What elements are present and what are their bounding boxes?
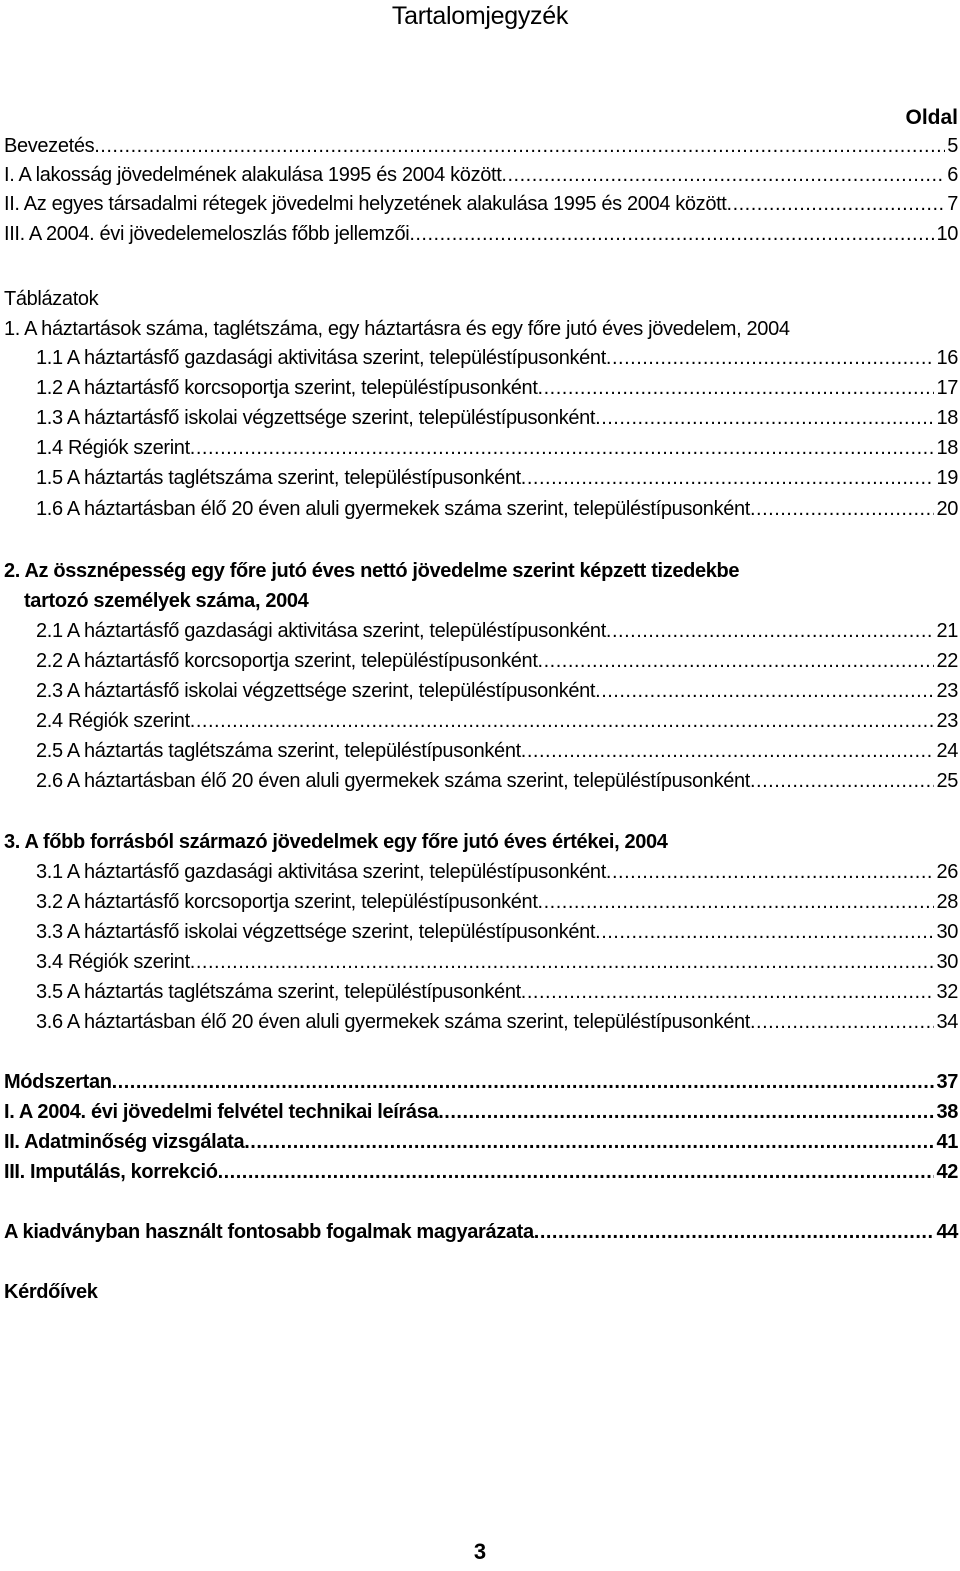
dot-leader <box>190 947 935 977</box>
section-3-heading: 3. A főbb forrásból származó jövedelmek egy főre jutó éves értékei, 2004 <box>4 831 668 853</box>
dot-leader <box>750 1007 934 1037</box>
toc-entry-1-6[interactable]: 1.6 A háztartásban élő 20 éven aluli gyermekek száma szerint, településtípusonként ..... 20 <box>36 494 958 524</box>
toc-entry-3-5[interactable]: 3.5 A háztartás taglétszáma szerint, településtípusonként ..... 32 <box>36 977 958 1007</box>
toc-entry-2-4[interactable]: 2.4 Régiók szerint ..... 23 <box>36 706 958 736</box>
dot-leader <box>538 646 935 676</box>
dot-leader <box>244 1127 934 1157</box>
dot-leader <box>606 857 935 887</box>
section-2-heading: 2. Az össznépesség egy főre jutó éves nettó jövedelme szerint képzett tizedekbe <box>4 560 740 582</box>
dot-leader <box>501 160 945 190</box>
dot-leader <box>595 403 934 433</box>
toc-entry-chapter-2[interactable]: II. Az egyes társadalmi rétegek jövedelmi helyzetének alakulása 1995 és 2004 között ..... 7 <box>4 189 958 219</box>
toc-entry-methodology-1[interactable]: I. A 2004. évi jövedelmi felvétel technikai leírása ..... 38 <box>4 1097 958 1127</box>
toc-entry-1-2[interactable]: 1.2 A háztartásfő korcsoportja szerint, településtípusonként ..... 17 <box>36 373 958 403</box>
dot-leader <box>112 1067 935 1097</box>
dot-leader <box>727 189 946 219</box>
dot-leader <box>538 373 935 403</box>
toc-entry-questionnaires[interactable]: Kérdőívek <box>4 1281 98 1303</box>
toc-entry-3-4[interactable]: 3.4 Régiók szerint ..... 30 <box>36 947 958 977</box>
dot-leader <box>750 766 934 796</box>
toc-entry-2-5[interactable]: 2.5 A háztartás taglétszáma szerint, településtípusonként ..... 24 <box>36 736 958 766</box>
toc-entry-chapter-1[interactable]: I. A lakosság jövedelmének alakulása 1995 és 2004 között ..... 6 <box>4 160 958 190</box>
dot-leader <box>409 219 934 249</box>
toc-entry-methodology-3[interactable]: III. Imputálás, korrekció ..... 42 <box>4 1157 958 1187</box>
dot-leader <box>750 494 934 524</box>
toc-entry-3-6[interactable]: 3.6 A háztartásban élő 20 éven aluli gyermekek száma szerint, településtípusonként ..... 34 <box>36 1007 958 1037</box>
tables-heading: Táblázatok <box>4 288 99 310</box>
dot-leader <box>595 676 934 706</box>
section-1-heading: 1. A háztartások száma, taglétszáma, egy háztartásra és egy főre jutó éves jövedelem, 2004 <box>4 318 790 340</box>
toc-entry-glossary[interactable]: A kiadványban használt fontosabb fogalmak magyarázata ..... 44 <box>4 1217 958 1247</box>
toc-entry-2-3[interactable]: 2.3 A háztartásfő iskolai végzettsége szerint, településtípusonként ..... 23 <box>36 676 958 706</box>
toc-entry-introduction[interactable]: Bevezetés ..... 5 <box>4 131 958 161</box>
dot-leader <box>595 917 934 947</box>
toc-entry-3-2[interactable]: 3.2 A háztartásfő korcsoportja szerint, településtípusonként ..... 28 <box>36 887 958 917</box>
toc-entry-1-3[interactable]: 1.3 A háztartásfő iskolai végzettsége szerint, településtípusonként ..... 18 <box>36 403 958 433</box>
page-number: 3 <box>473 1539 487 1564</box>
toc-entry-1-5[interactable]: 1.5 A háztartás taglétszáma szerint, településtípusonként ..... 19 <box>36 463 958 493</box>
toc-entry-2-2[interactable]: 2.2 A háztartásfő korcsoportja szerint, településtípusonként ..... 22 <box>36 646 958 676</box>
dot-leader <box>94 131 945 161</box>
toc-entry-3-3[interactable]: 3.3 A háztartásfő iskolai végzettsége szerint, településtípusonként ..... 30 <box>36 917 958 947</box>
dot-leader <box>521 463 935 493</box>
dot-leader <box>534 1217 935 1247</box>
toc-entry-chapter-3[interactable]: III. A 2004. évi jövedelemeloszlás főbb jellemzői ..... 10 <box>4 219 958 249</box>
dot-leader <box>538 887 935 917</box>
dot-leader <box>218 1157 935 1187</box>
toc-entry-3-1[interactable]: 3.1 A háztartásfő gazdasági aktivitása szerint, településtípusonként ..... 26 <box>36 857 958 887</box>
page-title: Tartalomjegyzék <box>391 2 569 30</box>
dot-leader <box>521 977 935 1007</box>
toc-entry-2-6[interactable]: 2.6 A háztartásban élő 20 éven aluli gyermekek száma szerint, településtípusonként ..... 25 <box>36 766 958 796</box>
dot-leader <box>521 736 935 766</box>
dot-leader <box>190 433 935 463</box>
toc-entry-methodology[interactable]: Módszertan ..... 37 <box>4 1067 958 1097</box>
toc-entry-1-1[interactable]: 1.1 A háztartásfő gazdasági aktivitása szerint, településtípusonként ..... 16 <box>36 343 958 373</box>
dot-leader <box>438 1097 934 1127</box>
dot-leader <box>190 706 935 736</box>
toc-entry-methodology-2[interactable]: II. Adatminőség vizsgálata ..... 41 <box>4 1127 958 1157</box>
toc-entry-1-4[interactable]: 1.4 Régiók szerint ..... 18 <box>36 433 958 463</box>
page-column-label: Oldal <box>905 106 958 129</box>
dot-leader <box>606 343 935 373</box>
toc-entry-2-1[interactable]: 2.1 A háztartásfő gazdasági aktivitása szerint, településtípusonként ..... 21 <box>36 616 958 646</box>
dot-leader <box>606 616 935 646</box>
section-2-heading-cont: tartozó személyek száma, 2004 <box>24 590 309 612</box>
